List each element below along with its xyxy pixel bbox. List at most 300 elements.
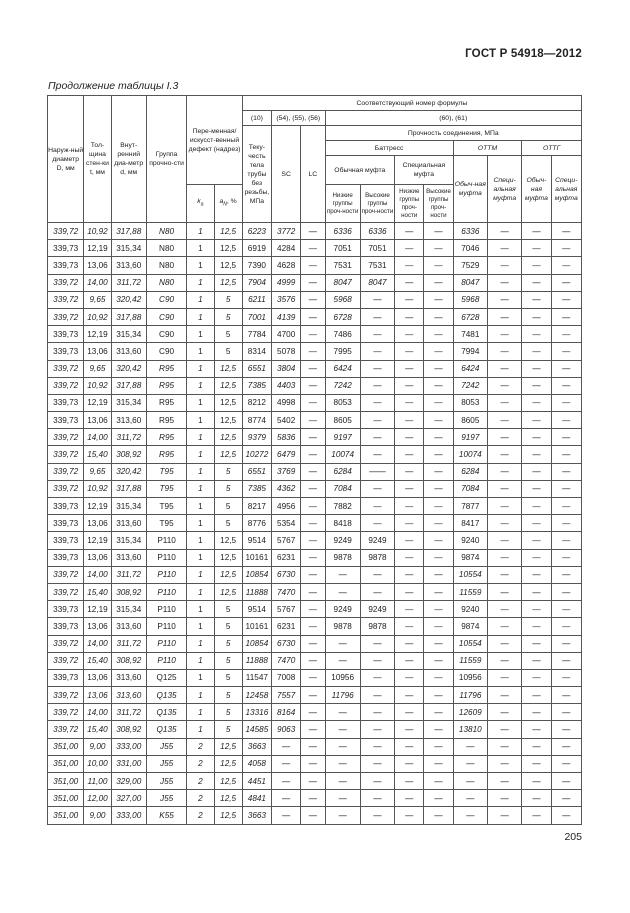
cell-strength-group: R95 [146, 377, 186, 394]
cell-lc: — [301, 532, 325, 549]
cell-wall-thickness: 15,40 [84, 721, 111, 738]
cell-outer-diameter: 339,72 [48, 446, 84, 463]
cell-ottg-regular: — [522, 480, 551, 497]
table-row [48, 515, 582, 532]
col-outer-diameter: Наруж-ный диаметр D, мм [48, 96, 84, 223]
cell-strength-group: C90 [146, 308, 186, 325]
cell-ottg-special: — [551, 291, 581, 308]
cell-lc: — [301, 291, 325, 308]
cell-strength-group: P110 [146, 566, 186, 583]
cell-buttress-special-high: — [424, 429, 453, 446]
table-row [48, 532, 582, 549]
cell-ottm-regular: 7529 [453, 257, 487, 274]
cell-buttress-regular-high: — [360, 583, 394, 600]
cell-an: 12,5 [214, 274, 242, 291]
cell-inner-diameter: 315,34 [111, 240, 146, 257]
cell-an: 5 [214, 635, 242, 652]
col-high-strength-1: Высокие группы проч-ности [360, 185, 394, 223]
cell-strength-group: K55 [146, 807, 186, 824]
cell-ottm-regular: 7084 [453, 480, 487, 497]
cell-inner-diameter: 315,34 [111, 532, 146, 549]
document-header: ГОСТ Р 54918—2012 [465, 48, 582, 60]
col-regular-coupling: Обычная муфта [325, 156, 395, 185]
cell-ka: 1 [187, 480, 214, 497]
table-row [48, 566, 582, 583]
cell-ottg-special: — [551, 635, 581, 652]
cell-ottg-special: — [551, 360, 581, 377]
cell-strength-group: P110 [146, 583, 186, 600]
cell-buttress-regular-high: — [360, 687, 394, 704]
cell-an: 5 [214, 652, 242, 669]
cell-strength-group: C90 [146, 343, 186, 360]
cell-buttress-special-high: — [424, 394, 453, 411]
table-row [48, 773, 582, 790]
cell-strength-group: R95 [146, 429, 186, 446]
cell-buttress-special-high: — [424, 618, 453, 635]
cell-sc: 9063 [272, 721, 301, 738]
cell-ottg-special: — [551, 773, 581, 790]
cell-lc: — [301, 601, 325, 618]
cell-ottg-regular: — [522, 515, 551, 532]
cell-ottm-special: — [487, 308, 521, 325]
cell-yield: 10854 [242, 635, 271, 652]
cell-wall-thickness: 9,65 [84, 463, 111, 480]
cell-ottg-regular: — [522, 274, 551, 291]
cell-ottg-special: — [551, 601, 581, 618]
cell-lc: — [301, 790, 325, 807]
cell-buttress-special-high: — [424, 326, 453, 343]
cell-lc: — [301, 274, 325, 291]
cell-ka: 1 [187, 618, 214, 635]
cell-ottm-special: — [487, 240, 521, 257]
cell-inner-diameter: 308,92 [111, 721, 146, 738]
cell-ottm-regular: — [453, 738, 487, 755]
cell-inner-diameter: 308,92 [111, 446, 146, 463]
table-row [48, 549, 582, 566]
cell-inner-diameter: 311,72 [111, 274, 146, 291]
cell-buttress-special-high: — [424, 635, 453, 652]
cell-outer-diameter: 339,72 [48, 566, 84, 583]
cell-ottg-regular: — [522, 463, 551, 480]
cell-wall-thickness: 12,00 [84, 790, 111, 807]
cell-inner-diameter: 311,72 [111, 635, 146, 652]
cell-buttress-special-high: — [424, 601, 453, 618]
cell-ottm-special: — [487, 669, 521, 686]
cell-ka: 1 [187, 687, 214, 704]
cell-strength-group: P110 [146, 532, 186, 549]
cell-buttress-special-low: — [395, 704, 424, 721]
table-row [48, 618, 582, 635]
cell-lc: — [301, 360, 325, 377]
cell-yield: 3663 [242, 738, 271, 755]
cell-sc: 4403 [272, 377, 301, 394]
cell-buttress-special-low: — [395, 773, 424, 790]
cell-ka: 1 [187, 377, 214, 394]
cell-ottg-special: — [551, 807, 581, 824]
cell-sc: 4284 [272, 240, 301, 257]
cell-lc: — [301, 704, 325, 721]
cell-outer-diameter: 339,73 [48, 326, 84, 343]
cell-outer-diameter: 339,73 [48, 343, 84, 360]
cell-strength-group: T95 [146, 515, 186, 532]
cell-ottm-special: — [487, 773, 521, 790]
cell-an: 12,5 [214, 429, 242, 446]
cell-an: 5 [214, 498, 242, 515]
cell-buttress-special-low: — [395, 652, 424, 669]
cell-inner-diameter: 313,60 [111, 687, 146, 704]
cell-lc: — [301, 566, 325, 583]
cell-ottm-special: — [487, 790, 521, 807]
cell-inner-diameter: 315,34 [111, 326, 146, 343]
cell-lc: — [301, 394, 325, 411]
cell-outer-diameter: 339,72 [48, 291, 84, 308]
col-strength-group: Группа прочно-сти [146, 96, 186, 223]
cell-wall-thickness: 10,92 [84, 223, 111, 240]
cell-wall-thickness: 13,06 [84, 687, 111, 704]
cell-strength-group: J55 [146, 755, 186, 772]
col-lc: LC [301, 126, 325, 223]
cell-yield: 4841 [242, 790, 271, 807]
cell-buttress-regular-high: — [360, 291, 394, 308]
cell-buttress-regular-low: 9878 [325, 618, 360, 635]
cell-ka: 1 [187, 669, 214, 686]
cell-ka: 1 [187, 601, 214, 618]
cell-outer-diameter: 339,72 [48, 687, 84, 704]
cell-inner-diameter: 333,00 [111, 738, 146, 755]
table-row [48, 498, 582, 515]
cell-ottg-special: — [551, 721, 581, 738]
cell-ottm-special: — [487, 326, 521, 343]
cell-buttress-regular-high: — [360, 343, 394, 360]
cell-ka: 1 [187, 515, 214, 532]
cell-buttress-regular-high: — [360, 738, 394, 755]
cell-lc: — [301, 326, 325, 343]
cell-buttress-special-high: — [424, 223, 453, 240]
formula-10: (10) [242, 111, 271, 126]
cell-ottm-regular: 11796 [453, 687, 487, 704]
cell-wall-thickness: 14,00 [84, 704, 111, 721]
cell-strength-group: R95 [146, 446, 186, 463]
cell-strength-group: T95 [146, 480, 186, 497]
cell-sc: 4700 [272, 326, 301, 343]
col-high-strength-2: Высокие группы проч-ности [424, 185, 453, 223]
cell-ka: 1 [187, 343, 214, 360]
cell-an: 12,5 [214, 532, 242, 549]
cell-an: 5 [214, 618, 242, 635]
col-low-strength-1: Низкие группы проч-ности [325, 185, 360, 223]
cell-an: 5 [214, 480, 242, 497]
cell-ottm-special: — [487, 618, 521, 635]
cell-lc: — [301, 240, 325, 257]
cell-buttress-special-high: — [424, 308, 453, 325]
cell-buttress-regular-high: — [360, 429, 394, 446]
cell-buttress-special-high: — [424, 377, 453, 394]
cell-sc: 3772 [272, 223, 301, 240]
cell-buttress-regular-low: 7084 [325, 480, 360, 497]
cell-buttress-regular-low: 9249 [325, 601, 360, 618]
cell-buttress-regular-high: — [360, 652, 394, 669]
cell-wall-thickness: 10,92 [84, 480, 111, 497]
cell-yield: 10161 [242, 618, 271, 635]
cell-buttress-regular-high: — [360, 360, 394, 377]
cell-lc: — [301, 652, 325, 669]
table-row [48, 704, 582, 721]
cell-buttress-special-low: — [395, 790, 424, 807]
cell-lc: — [301, 446, 325, 463]
cell-buttress-special-low: — [395, 291, 424, 308]
cell-buttress-regular-low: 10956 [325, 669, 360, 686]
cell-lc: — [301, 480, 325, 497]
cell-outer-diameter: 339,73 [48, 394, 84, 411]
cell-buttress-regular-low: — [325, 738, 360, 755]
cell-buttress-regular-high: — [360, 480, 394, 497]
cell-inner-diameter: 320,42 [111, 463, 146, 480]
cell-buttress-regular-low: 10074 [325, 446, 360, 463]
cell-lc: — [301, 583, 325, 600]
cell-buttress-regular-high: — [360, 669, 394, 686]
cell-strength-group: T95 [146, 463, 186, 480]
cell-ottg-special: — [551, 308, 581, 325]
cell-strength-group: R95 [146, 412, 186, 429]
cell-yield: 8314 [242, 343, 271, 360]
col-ottg: ОТТГ [522, 141, 582, 156]
cell-strength-group: T95 [146, 498, 186, 515]
cell-buttress-regular-low: 7486 [325, 326, 360, 343]
cell-an: 12,5 [214, 566, 242, 583]
cell-sc: 4998 [272, 394, 301, 411]
cell-ottg-special: — [551, 669, 581, 686]
col-special-coupling: Специальная муфта [395, 156, 454, 185]
table-row [48, 394, 582, 411]
cell-buttress-special-high: — [424, 498, 453, 515]
cell-yield: 6551 [242, 463, 271, 480]
cell-an: 12,5 [214, 790, 242, 807]
table-row [48, 652, 582, 669]
cell-buttress-special-high: — [424, 343, 453, 360]
cell-lc: — [301, 429, 325, 446]
cell-lc: — [301, 223, 325, 240]
cell-ottm-regular: 7877 [453, 498, 487, 515]
cell-ka: 1 [187, 549, 214, 566]
cell-ka: 2 [187, 755, 214, 772]
cell-ottg-regular: — [522, 343, 551, 360]
cell-wall-thickness: 13,06 [84, 257, 111, 274]
cell-buttress-special-high: — [424, 257, 453, 274]
cell-lc: — [301, 669, 325, 686]
cell-sc: 4139 [272, 308, 301, 325]
cell-an: 5 [214, 721, 242, 738]
table-row [48, 738, 582, 755]
table-row [48, 274, 582, 291]
cell-buttress-special-low: — [395, 566, 424, 583]
cell-buttress-regular-high: 6336 [360, 223, 394, 240]
cell-buttress-special-high: — [424, 687, 453, 704]
cell-buttress-special-low: — [395, 412, 424, 429]
cell-yield: 11888 [242, 583, 271, 600]
formula-54: (54), (55), (56) [272, 111, 325, 126]
cell-ottm-special: — [487, 583, 521, 600]
table-row [48, 429, 582, 446]
cell-lc: — [301, 515, 325, 532]
cell-buttress-regular-low: 7995 [325, 343, 360, 360]
cell-an: 5 [214, 687, 242, 704]
cell-ottg-special: — [551, 343, 581, 360]
cell-buttress-regular-low: 6336 [325, 223, 360, 240]
cell-ottg-regular: — [522, 412, 551, 429]
cell-ottg-special: — [551, 429, 581, 446]
col-wall-thickness: Тол-щина стен-ки t, мм [84, 96, 111, 223]
cell-outer-diameter: 339,72 [48, 583, 84, 600]
cell-an: 12,5 [214, 549, 242, 566]
cell-yield: 11888 [242, 652, 271, 669]
cell-strength-group: C90 [146, 291, 186, 308]
col-ottg-special: Специ-альная муфта [551, 156, 581, 223]
table-row [48, 446, 582, 463]
cell-outer-diameter: 351,00 [48, 773, 84, 790]
cell-ottg-regular: — [522, 257, 551, 274]
cell-buttress-regular-low: 6728 [325, 308, 360, 325]
cell-wall-thickness: 9,65 [84, 360, 111, 377]
cell-buttress-regular-low: 9197 [325, 429, 360, 446]
cell-buttress-regular-high: — [360, 755, 394, 772]
cell-yield: 10272 [242, 446, 271, 463]
cell-outer-diameter: 351,00 [48, 790, 84, 807]
cell-buttress-special-high: — [424, 515, 453, 532]
cell-an: 12,5 [214, 360, 242, 377]
cell-inner-diameter: 315,34 [111, 394, 146, 411]
cell-inner-diameter: 313,60 [111, 549, 146, 566]
cell-ottg-special: — [551, 687, 581, 704]
cell-buttress-special-low: — [395, 480, 424, 497]
cell-ottg-regular: — [522, 721, 551, 738]
cell-buttress-regular-high: 9878 [360, 549, 394, 566]
cell-ottg-regular: — [522, 738, 551, 755]
cell-sc: 4628 [272, 257, 301, 274]
cell-buttress-regular-high: 7531 [360, 257, 394, 274]
cell-ottm-special: — [487, 498, 521, 515]
cell-yield: 9379 [242, 429, 271, 446]
cell-buttress-special-low: — [395, 343, 424, 360]
cell-buttress-special-high: — [424, 755, 453, 772]
cell-an: 12,5 [214, 240, 242, 257]
cell-lc: — [301, 343, 325, 360]
cell-wall-thickness: 14,00 [84, 566, 111, 583]
cell-ottm-special: — [487, 687, 521, 704]
cell-strength-group: Q125 [146, 669, 186, 686]
cell-ka: 1 [187, 635, 214, 652]
cell-an: 12,5 [214, 223, 242, 240]
cell-ottg-special: — [551, 480, 581, 497]
cell-ottg-regular: — [522, 790, 551, 807]
cell-ka: 2 [187, 790, 214, 807]
cell-sc: 6730 [272, 566, 301, 583]
table-row [48, 721, 582, 738]
cell-ottm-regular: 7481 [453, 326, 487, 343]
table-row [48, 807, 582, 824]
cell-yield: 8217 [242, 498, 271, 515]
cell-wall-thickness: 12,19 [84, 498, 111, 515]
cell-ottm-regular: 8053 [453, 394, 487, 411]
cell-ottm-special: — [487, 463, 521, 480]
cell-buttress-regular-low: 6284 [325, 463, 360, 480]
table-row [48, 377, 582, 394]
cell-inner-diameter: 311,72 [111, 704, 146, 721]
cell-ottg-special: — [551, 583, 581, 600]
cell-yield: 9514 [242, 601, 271, 618]
cell-wall-thickness: 12,19 [84, 532, 111, 549]
cell-ottm-regular: 9240 [453, 532, 487, 549]
cell-strength-group: N80 [146, 223, 186, 240]
cell-buttress-special-low: — [395, 360, 424, 377]
cell-wall-thickness: 15,40 [84, 446, 111, 463]
table-row [48, 240, 582, 257]
cell-buttress-regular-high: 9249 [360, 601, 394, 618]
cell-ottg-special: — [551, 240, 581, 257]
cell-ottm-regular: 7994 [453, 343, 487, 360]
cell-ottm-special: — [487, 738, 521, 755]
cell-buttress-regular-high: 8047 [360, 274, 394, 291]
cell-yield: 9514 [242, 532, 271, 549]
cell-sc: — [272, 773, 301, 790]
cell-outer-diameter: 339,72 [48, 721, 84, 738]
cell-outer-diameter: 339,72 [48, 308, 84, 325]
cell-buttress-special-high: — [424, 773, 453, 790]
table-row [48, 755, 582, 772]
cell-inner-diameter: 311,72 [111, 429, 146, 446]
cell-wall-thickness: 12,19 [84, 601, 111, 618]
cell-ottg-special: — [551, 326, 581, 343]
cell-an: 12,5 [214, 738, 242, 755]
cell-ottm-special: — [487, 807, 521, 824]
cell-yield: 8776 [242, 515, 271, 532]
cell-ottm-regular: — [453, 773, 487, 790]
cell-an: 5 [214, 463, 242, 480]
cell-strength-group: C90 [146, 326, 186, 343]
cell-ottg-regular: — [522, 532, 551, 549]
col-ottm-regular: Обыч-ная муфта [453, 156, 487, 223]
data-table [47, 95, 582, 825]
cell-buttress-regular-low: — [325, 652, 360, 669]
cell-an: 5 [214, 291, 242, 308]
cell-yield: 14585 [242, 721, 271, 738]
cell-ottm-special: — [487, 755, 521, 772]
col-an: $a_N$, % [214, 185, 242, 223]
cell-ka: 1 [187, 566, 214, 583]
cell-ottm-regular: 5968 [453, 291, 487, 308]
cell-buttress-regular-high: — [360, 446, 394, 463]
cell-ottm-special: — [487, 343, 521, 360]
cell-ottg-regular: — [522, 635, 551, 652]
cell-an: 12,5 [214, 755, 242, 772]
cell-ka: 2 [187, 773, 214, 790]
cell-ottg-regular: — [522, 240, 551, 257]
cell-ottm-regular: — [453, 790, 487, 807]
cell-ottg-regular: — [522, 687, 551, 704]
cell-buttress-regular-high: — [360, 790, 394, 807]
cell-strength-group: Q135 [146, 704, 186, 721]
cell-ottm-regular: 12609 [453, 704, 487, 721]
cell-an: 5 [214, 515, 242, 532]
cell-lc: — [301, 773, 325, 790]
cell-lc: — [301, 257, 325, 274]
cell-an: 5 [214, 704, 242, 721]
cell-ka: 1 [187, 257, 214, 274]
cell-buttress-special-high: — [424, 532, 453, 549]
cell-ottg-regular: — [522, 429, 551, 446]
cell-sc: 5354 [272, 515, 301, 532]
cell-buttress-regular-high: — [360, 498, 394, 515]
cell-wall-thickness: 13,06 [84, 412, 111, 429]
